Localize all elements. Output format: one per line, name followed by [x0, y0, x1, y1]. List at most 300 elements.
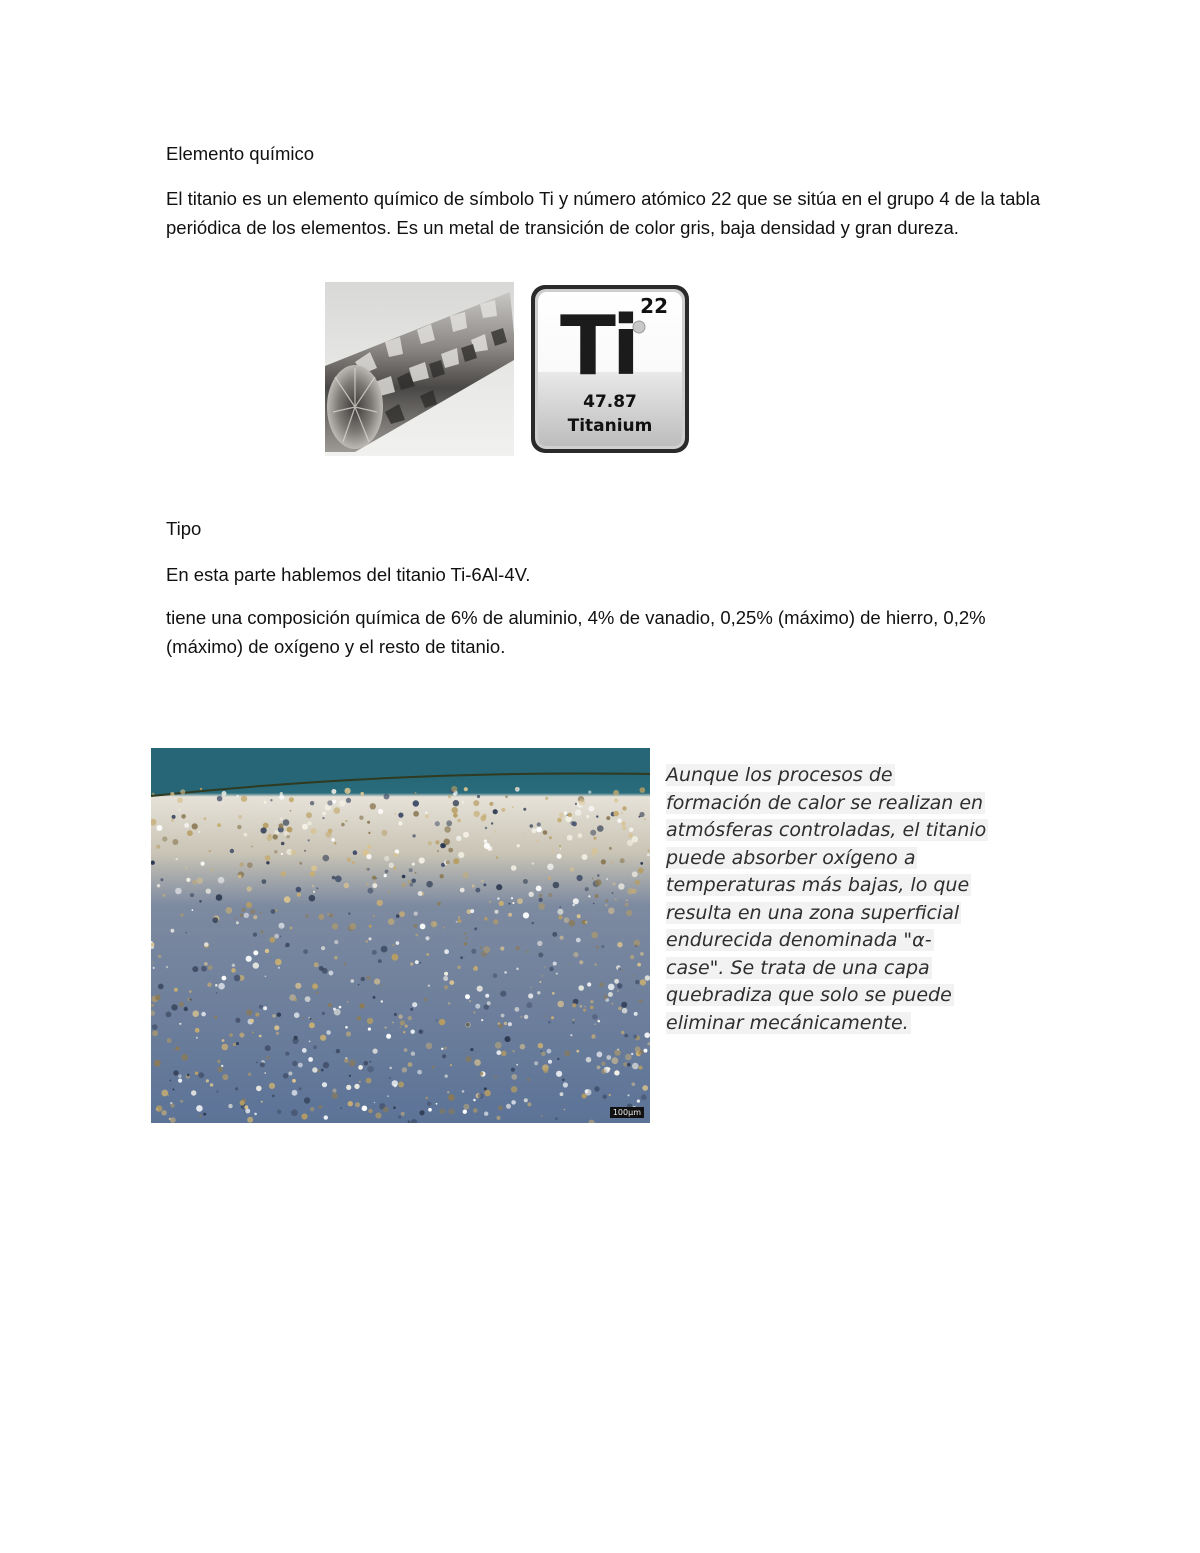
grain-speckle [217, 796, 223, 802]
grain-speckle [637, 963, 641, 967]
grain-speckle [290, 810, 292, 812]
grain-speckle [405, 1025, 408, 1028]
grain-speckle [169, 1118, 171, 1120]
grain-speckle [253, 950, 258, 955]
grain-speckle [369, 1061, 371, 1063]
grain-speckle [564, 1109, 566, 1111]
grain-speckle [505, 1036, 511, 1042]
grain-speckle [332, 1089, 336, 1093]
grain-speckle [319, 1105, 322, 1108]
grain-speckle [425, 1097, 428, 1100]
grain-speckle [402, 1067, 407, 1072]
paragraph-alloy-intro: En esta parte hablemos del titanio Ti-6Al-4V. [166, 564, 531, 585]
grain-speckle [634, 940, 640, 946]
grain-speckle [235, 917, 237, 919]
grain-speckle [367, 821, 370, 824]
grain-speckle [444, 1047, 447, 1050]
grain-speckle [359, 816, 363, 820]
grain-speckle [582, 854, 588, 860]
grain-speckle [381, 946, 388, 953]
grain-speckle [599, 982, 604, 987]
grain-speckle [499, 901, 504, 906]
grain-speckle [640, 862, 643, 865]
grain-speckle [281, 842, 285, 846]
description-line: eliminar mecánicamente. [666, 1011, 909, 1034]
grain-speckle [155, 995, 161, 1001]
description-line: quebradiza que solo se puede [666, 984, 952, 1006]
grain-speckle [265, 855, 271, 861]
grain-speckle [266, 1056, 270, 1060]
grain-speckle [564, 917, 570, 923]
grain-speckle [332, 1093, 338, 1099]
grain-speckle [591, 932, 598, 939]
grain-speckle [166, 1012, 172, 1018]
grain-speckle [318, 914, 324, 920]
grain-speckle [622, 826, 626, 830]
grain-speckle [560, 848, 562, 850]
grain-speckle [377, 900, 383, 906]
grain-speckle [413, 800, 419, 806]
grain-speckle [411, 1052, 415, 1056]
grain-speckle [384, 856, 389, 861]
grain-speckle [381, 1000, 383, 1002]
grain-speckle [386, 1034, 391, 1039]
grain-speckle [393, 944, 395, 946]
grain-speckle [318, 1069, 321, 1072]
grain-speckle [393, 1106, 396, 1109]
grain-speckle [543, 1068, 548, 1073]
grain-speckle [460, 956, 463, 959]
grain-speckle [496, 1116, 500, 1120]
grain-speckle [302, 1048, 307, 1053]
grain-speckle [466, 1023, 470, 1027]
grain-speckle [625, 903, 629, 907]
grain-speckle [635, 1046, 641, 1052]
grain-speckle [570, 1034, 572, 1036]
grain-speckle [192, 966, 198, 972]
grain-speckle [218, 983, 225, 990]
grain-speckle [229, 1033, 233, 1037]
grain-speckle [358, 984, 360, 986]
grain-speckle [551, 1016, 554, 1019]
grain-speckle [516, 946, 520, 950]
grain-speckle [187, 830, 193, 836]
grain-speckle [586, 815, 589, 818]
grain-speckle [608, 984, 615, 991]
grain-speckle [549, 967, 553, 971]
grain-speckle [394, 1013, 397, 1016]
grain-speckle [647, 854, 650, 857]
grain-speckle [552, 850, 554, 852]
grain-speckle [246, 956, 252, 962]
grain-speckle [283, 819, 290, 826]
description-line: Aunque los procesos de [666, 764, 893, 786]
grain-speckle [221, 1065, 223, 1067]
grain-speckle [640, 979, 646, 985]
grain-speckle [192, 909, 194, 911]
grain-speckle [458, 919, 462, 923]
grain-speckle [359, 1003, 364, 1008]
grain-speckle [485, 994, 489, 998]
grain-speckle [310, 801, 314, 805]
grain-speckle [214, 1016, 217, 1019]
grain-speckle [419, 1110, 424, 1115]
grain-speckle [436, 1019, 438, 1021]
grain-speckle [400, 1027, 402, 1029]
grain-speckle [190, 893, 194, 897]
grain-speckle [368, 1109, 372, 1113]
grain-speckle [384, 794, 390, 800]
grain-speckle [296, 887, 302, 893]
grain-speckle [511, 1100, 516, 1105]
grain-speckle [358, 1065, 363, 1070]
grain-speckle [286, 835, 290, 839]
grain-speckle [487, 846, 492, 851]
grain-speckle [189, 998, 191, 1000]
grain-speckle [310, 828, 316, 834]
grain-speckle [178, 1075, 181, 1078]
grain-speckle [362, 1106, 368, 1112]
grain-speckle [638, 868, 644, 874]
grain-speckle [469, 1000, 471, 1002]
description-line: resulta en una zona superficial [666, 901, 960, 924]
grain-speckle [548, 1021, 551, 1024]
grain-speckle [204, 942, 209, 947]
grain-speckle [392, 954, 399, 961]
grain-speckle [577, 914, 581, 918]
grain-speckle [552, 992, 555, 995]
grain-speckle [463, 1104, 469, 1110]
grain-speckle [569, 920, 576, 927]
grain-speckle [178, 809, 180, 811]
grain-speckle [278, 967, 280, 969]
grain-speckle [622, 970, 624, 972]
grain-speckle [500, 991, 506, 997]
grain-speckle [365, 868, 367, 870]
grain-speckle [279, 923, 285, 929]
grain-speckle [614, 1049, 620, 1055]
grain-speckle [308, 839, 310, 841]
grain-speckle [512, 1050, 514, 1052]
grain-speckle [305, 914, 309, 918]
grain-speckle [473, 1108, 478, 1113]
grain-speckle [368, 1028, 371, 1031]
grain-speckle [256, 1086, 262, 1092]
grain-speckle [281, 853, 283, 855]
grain-speckle [614, 798, 618, 802]
grain-speckle [481, 1019, 483, 1021]
grain-speckle [309, 1022, 315, 1028]
grain-speckle [404, 1048, 408, 1052]
grain-speckle [280, 818, 283, 821]
grain-speckle [348, 912, 350, 914]
grain-speckle [180, 789, 185, 794]
grain-speckle [601, 859, 606, 864]
grain-speckle [298, 1063, 303, 1068]
grain-speckle [453, 794, 455, 796]
grain-speckle [156, 825, 162, 831]
grain-speckle [309, 1041, 311, 1043]
grain-speckle [463, 1110, 467, 1114]
grain-speckle [590, 1006, 593, 1009]
grain-speckle [543, 830, 548, 835]
grain-speckle [601, 945, 604, 948]
grain-speckle [350, 923, 357, 930]
grain-speckle [396, 914, 400, 918]
grain-speckle [477, 986, 483, 992]
grain-speckle [418, 891, 423, 896]
grain-speckle [465, 994, 470, 999]
grain-speckle [437, 850, 439, 852]
grain-speckle [474, 927, 477, 930]
grain-speckle [593, 837, 596, 840]
grain-speckle [399, 911, 405, 917]
grain-speckle [606, 878, 608, 880]
grain-speckle [312, 983, 318, 989]
grain-speckle [612, 892, 614, 894]
grain-speckle [273, 834, 278, 839]
grain-speckle [617, 983, 622, 988]
grain-speckle [622, 822, 626, 826]
grain-speckle [539, 981, 541, 983]
grain-speckle [485, 827, 487, 829]
grain-speckle [259, 1035, 262, 1038]
grain-speckle [553, 962, 557, 966]
grain-speckle [595, 894, 599, 898]
grain-speckle [244, 833, 248, 837]
grain-speckle [217, 1067, 223, 1073]
grain-speckle [292, 1061, 297, 1066]
grain-speckle [420, 924, 426, 930]
grain-speckle [340, 1107, 342, 1109]
grain-speckle [431, 921, 438, 928]
grain-speckle [621, 1002, 627, 1008]
grain-speckle [222, 1039, 225, 1042]
grain-speckle [478, 1093, 484, 1099]
grain-speckle [548, 893, 552, 897]
grain-speckle [162, 894, 165, 897]
grain-speckle [332, 923, 338, 929]
section-heading-elemento-quimico: Elemento químico [166, 143, 315, 164]
grain-speckle [410, 883, 414, 887]
grain-speckle [409, 868, 413, 872]
grain-speckle [412, 1002, 417, 1007]
grain-speckle [277, 1109, 282, 1114]
grain-speckle [252, 1032, 254, 1034]
grain-speckle [253, 962, 259, 968]
grain-speckle [235, 1087, 238, 1090]
grain-speckle [378, 959, 382, 963]
grain-speckle [309, 895, 316, 902]
grain-speckle [594, 963, 597, 966]
grain-speckle [167, 1038, 172, 1043]
grain-speckle [443, 976, 448, 981]
grain-speckle [312, 885, 315, 888]
grain-speckle [509, 903, 511, 905]
grain-speckle [484, 1087, 487, 1090]
grain-speckle [559, 845, 561, 847]
grain-speckle [261, 1101, 263, 1103]
grain-speckle [181, 1054, 188, 1061]
grain-speckle [336, 1049, 340, 1053]
grain-speckle [601, 1069, 606, 1074]
grain-speckle [335, 876, 342, 883]
grain-speckle [250, 909, 256, 915]
grain-speckle [157, 884, 160, 887]
grain-speckle [511, 1086, 517, 1092]
grain-speckle [484, 1090, 490, 1096]
grain-speckle [153, 967, 155, 969]
grain-speckle [373, 915, 375, 917]
grain-speckle [473, 1099, 476, 1102]
grain-speckle [632, 871, 638, 877]
grain-speckle [244, 1105, 248, 1109]
grain-speckle [175, 888, 182, 895]
grain-speckle [171, 929, 175, 933]
grain-speckle [557, 818, 562, 823]
grain-speckle [384, 1026, 386, 1028]
grain-speckle [453, 858, 459, 864]
grain-speckle [450, 1064, 452, 1066]
grain-speckle [559, 906, 561, 908]
grain-speckle [392, 1022, 394, 1024]
grain-speckle [274, 850, 278, 854]
grain-speckle [489, 802, 493, 806]
grain-speckle [322, 817, 324, 819]
grain-speckle [573, 904, 575, 906]
grain-speckle [576, 938, 581, 943]
grain-speckle [215, 984, 218, 987]
grain-speckle [617, 819, 621, 823]
grain-speckle [334, 940, 338, 944]
grain-speckle [373, 1049, 378, 1054]
grain-speckle [279, 795, 284, 800]
grain-speckle [501, 808, 505, 812]
grain-speckle [410, 962, 413, 965]
grain-speckle [517, 898, 523, 904]
grain-speckle [575, 809, 581, 815]
grain-speckle [412, 863, 415, 866]
grain-speckle [597, 825, 604, 832]
grain-speckle [559, 812, 565, 818]
grain-speckle [524, 1015, 528, 1019]
grain-speckle [366, 976, 370, 980]
grain-speckle [152, 1024, 158, 1030]
grain-speckle [158, 955, 161, 958]
grain-speckle [592, 878, 594, 880]
grain-speckle [605, 904, 607, 906]
grain-speckle [634, 1012, 638, 1016]
grain-speckle [435, 821, 440, 826]
grain-speckle [237, 795, 239, 797]
grain-speckle [275, 959, 282, 966]
grain-speckle [595, 879, 602, 886]
grain-speckle [313, 1045, 317, 1049]
grain-speckle [184, 1007, 188, 1011]
grain-speckle [408, 1062, 413, 1067]
grain-speckle [346, 798, 351, 803]
grain-speckle [449, 980, 454, 985]
grain-speckle [276, 1032, 279, 1035]
grain-speckle [495, 1042, 502, 1049]
grain-speckle [452, 807, 458, 813]
grain-speckle [254, 1113, 257, 1116]
grain-speckle [285, 1052, 289, 1056]
grain-speckle [592, 848, 598, 854]
grain-speckle [289, 797, 294, 802]
grain-speckle [557, 1058, 559, 1060]
grain-speckle [523, 912, 529, 918]
grain-speckle [411, 1030, 415, 1034]
grain-speckle [548, 877, 551, 880]
grain-speckle [334, 1009, 341, 1016]
grain-speckle [268, 834, 271, 837]
grain-speckle [483, 946, 490, 953]
grain-speckle [352, 861, 355, 864]
grain-speckle [411, 879, 416, 884]
grain-speckle [368, 888, 374, 894]
grain-speckle [238, 815, 242, 819]
grain-speckle [538, 1043, 544, 1049]
grain-speckle [618, 1007, 621, 1010]
grain-speckle [534, 1061, 538, 1065]
grain-speckle [597, 1066, 601, 1070]
grain-speckle [211, 868, 214, 871]
grain-speckle [590, 1000, 593, 1003]
grain-speckle [572, 1022, 574, 1024]
grain-speckle [623, 1062, 627, 1066]
grain-speckle [634, 1035, 638, 1039]
grain-speckle [569, 964, 571, 966]
grain-speckle [480, 815, 486, 821]
grain-speckle [633, 975, 635, 977]
grain-speckle [448, 1094, 455, 1101]
grain-speckle [274, 934, 279, 939]
grain-speckle [579, 1005, 582, 1008]
grain-speckle [218, 877, 225, 884]
grain-speckle [639, 999, 643, 1003]
grain-speckle [601, 1062, 605, 1066]
grain-speckle [178, 1079, 182, 1083]
grain-speckle [375, 878, 377, 880]
grain-speckle [324, 1115, 328, 1119]
grain-speckle [152, 793, 155, 796]
grain-speckle [394, 853, 398, 857]
grain-speckle [557, 909, 563, 915]
grain-speckle [644, 1032, 650, 1038]
grain-speckle [349, 1060, 356, 1067]
grain-speckle [642, 1085, 648, 1091]
grain-speckle [374, 881, 376, 883]
grain-speckle [547, 1049, 552, 1054]
atomic-mass: 47.87 [583, 392, 637, 412]
grain-speckle [593, 903, 595, 905]
grain-speckle [617, 942, 622, 947]
grain-speckle [357, 1016, 361, 1020]
grain-speckle [605, 899, 608, 902]
grain-speckle [648, 850, 650, 852]
grain-speckle [313, 891, 315, 893]
grain-speckle [201, 966, 207, 972]
element-symbol: Ti [560, 299, 637, 394]
grain-speckle [415, 872, 417, 874]
grain-speckle [515, 787, 518, 790]
grain-speckle [222, 1074, 228, 1080]
grain-speckle [556, 973, 558, 975]
grain-speckle [591, 1034, 595, 1038]
grain-speckle [263, 1006, 267, 1010]
grain-speckle [174, 988, 178, 992]
